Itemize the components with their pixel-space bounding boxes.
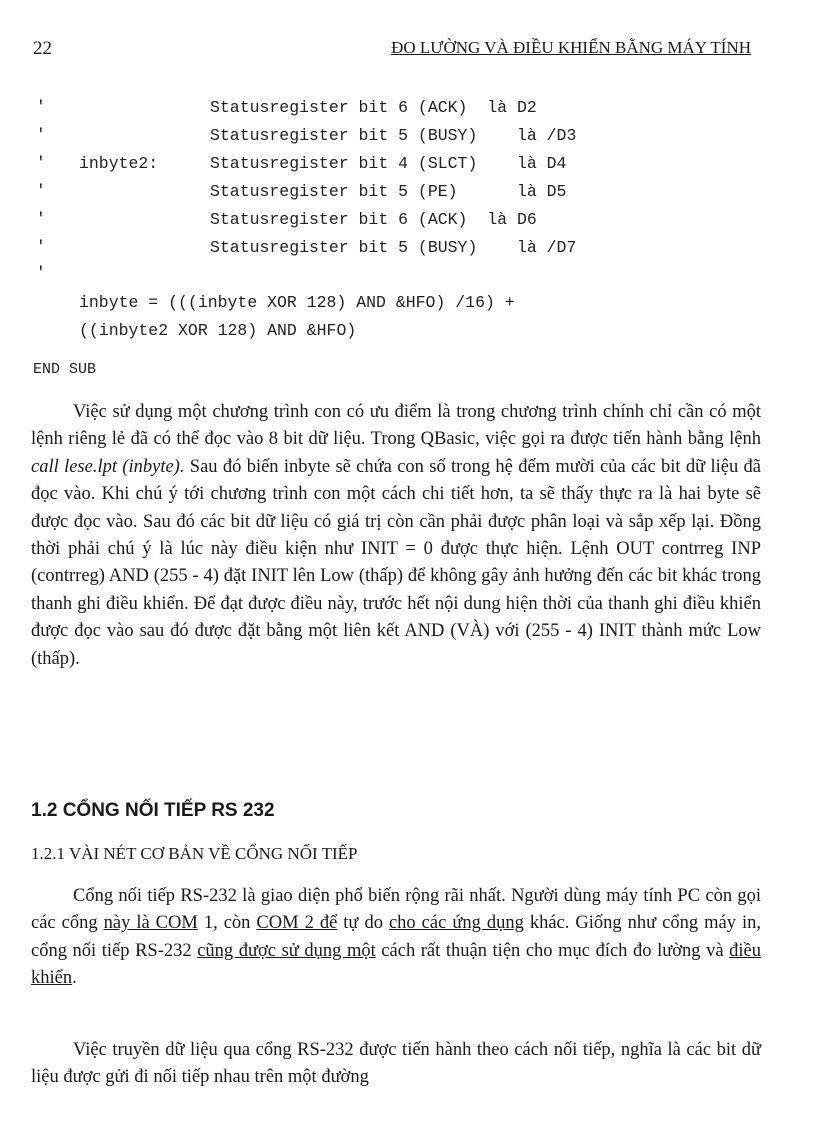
call-statement: call lese.lpt (inbyte).: [31, 456, 185, 477]
comment-marker: ': [36, 154, 46, 172]
running-title: ĐO LƯỜNG VÀ ĐIỀU KHIỂN BẰNG MÁY TÍNH: [391, 38, 751, 57]
code-end-sub: END SUB: [33, 361, 97, 378]
comment-marker: ': [36, 264, 46, 282]
comment-marker: ': [36, 126, 46, 144]
subsection-heading: 1.2.1 VÀI NÉT CƠ BẢN VỀ CỔNG NỐI TIẾP: [31, 844, 358, 863]
body-paragraph: Việc truyền dữ liệu qua cổng RS-232 được tiến hành theo cách nối tiếp, nghĩa là các bit dữ liệu được gửi đi nối tiếp nhau trên một đường: [31, 1040, 761, 1088]
body-paragraph: Cổng nối tiếp RS-232 là giao diện phổ biến rộng rãi nhất. Người dùng máy tính PC còn gọi các cổng này là COM 1, còn COM 2 để tự do cho các ứng dụng khác. Giống như cổng máy in, cổng nối tiếp RS-232 cũng được sử dụng một cách rất thuận tiện cho mục đích đo lường và điều khiển.: [31, 886, 761, 989]
comment-marker: ': [36, 182, 46, 200]
code-line: Statusregister bit 5 (PE) là D5: [210, 182, 567, 201]
comment-marker: ': [36, 210, 46, 228]
comment-marker: ': [36, 238, 46, 256]
code-assignment: inbyte = (((inbyte XOR 128) AND &HFO) /16) +: [79, 293, 515, 312]
code-line: Statusregister bit 4 (SLCT) là D4: [210, 154, 567, 173]
code-line: Statusregister bit 6 (ACK) là D6: [210, 210, 537, 229]
code-label: inbyte2:: [79, 154, 159, 173]
body-paragraph: Việc sử dụng một chương trình con có ưu điểm là trong chương trình chính chỉ cần có một lệnh riêng lẻ đã có thể đọc vào 8 bit dữ liệu. Trong QBasic, việc gọi ra được tiến hành bằng lệnh call lese.lpt (inbyte). Sau đó biến inbyte sẽ chứa con số trong hệ đếm mười của các bit dữ liệu đã đọc vào. Khi chú ý tới chương trình con một cách chi tiết hơn, ta sẽ thấy thực ra là hai byte sẽ được đọc vào. Sau đó các bit dữ liệu có giá trị còn cần phải được phân loại và sắp xếp lại. Đồng thời phải chú ý là lúc này điều kiện như INIT = 0 được thực hiện. Lệnh OUT contrreg INP (contrreg) AND (255 - 4) đặt INIT lên Low (thấp) để không gây ảnh hưởng đến các bit khác trong thanh ghi điều khiển. Để đạt được điều này, trước hết nội dung hiện thời của thanh ghi điều khiển được đọc vào sau đó được đặt bằng một liên kết AND (VÀ) với (255 - 4) INIT thành mức Low (thấp).: [31, 402, 761, 669]
code-line: Statusregister bit 5 (BUSY) là /D3: [210, 126, 577, 145]
comment-marker: ': [36, 98, 46, 116]
code-line: Statusregister bit 6 (ACK) là D2: [210, 98, 537, 117]
page-number: 22: [33, 38, 52, 59]
code-line: Statusregister bit 5 (BUSY) là /D7: [210, 238, 577, 257]
section-heading: 1.2 CỔNG NỐI TIẾP RS 232: [31, 800, 275, 821]
code-assignment: ((inbyte2 XOR 128) AND &HFO): [79, 321, 357, 340]
page-header: [31, 38, 751, 68]
